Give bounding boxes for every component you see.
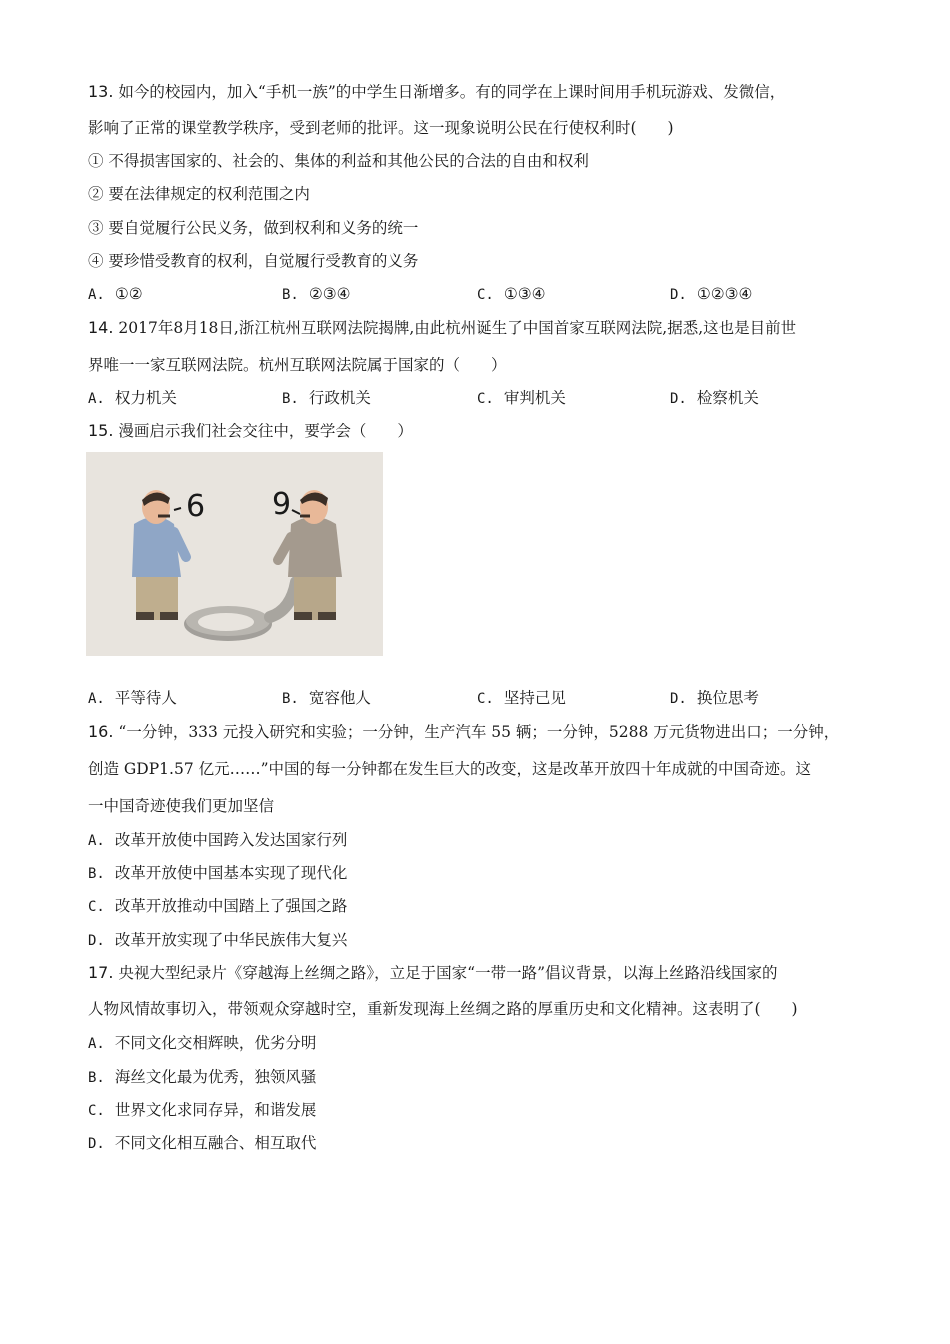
option-text: 改革开放使中国跨入发达国家行列 [114,831,348,849]
option-text: 改革开放实现了中华民族伟大复兴 [114,931,348,949]
option-text: 平等待人 [114,689,177,707]
q15-option-a[interactable] [88,688,177,709]
q16-line1 [88,722,839,742]
left-speech-dash [174,508,181,510]
q16-option-a[interactable] [88,830,347,851]
option-label: A. [88,833,105,849]
q13-option-a[interactable] [88,284,143,305]
option-text: 坚持己见 [503,689,566,707]
q15-number: 15. [88,421,114,440]
left-person-speech: 6 [186,489,206,524]
option-text: ①③④ [503,285,546,303]
q17-option-d[interactable] [88,1133,316,1154]
floor-digit-shape [184,582,296,641]
q14-stem-1: 2017年8月18日,浙江杭州互联网法院揭牌,由此杭州诞生了中国首家互联网法院,据悉,这也是目前世 [118,319,797,337]
q14-option-c[interactable] [477,388,566,409]
q15-option-b[interactable] [282,688,371,709]
q13-stem-1: 如今的校园内，加入“手机一族”的中学生日渐增多。有的同学在上课时间用手机玩游戏、发微信， [118,83,786,101]
q14-option-d[interactable] [670,388,759,409]
q17-number: 17. [88,963,114,982]
q14-option-b[interactable] [282,388,371,409]
option-label: B. [282,391,299,407]
option-text: 宽容他人 [308,689,371,707]
q13-option-b[interactable] [282,284,351,305]
q13-option-d[interactable] [670,284,752,305]
option-text: 检察机关 [696,389,759,407]
q16-option-c[interactable] [88,896,347,917]
option-label: A. [88,391,105,407]
cartoon-image [86,452,383,656]
q14-line1 [88,318,796,338]
option-label: D. [670,287,687,303]
q13-option-c[interactable] [477,284,546,305]
option-text: 审判机关 [503,389,566,407]
q16-option-b[interactable] [88,863,347,884]
option-text: 改革开放推动中国踏上了强国之路 [114,897,348,915]
option-text: 不同文化相互融合、相互取代 [114,1134,317,1152]
q17-option-c[interactable] [88,1100,316,1121]
option-label: C. [477,287,494,303]
option-text: 世界文化求同存异，和谐发展 [114,1101,317,1119]
q15-option-d[interactable] [670,688,759,709]
option-label: A. [88,287,105,303]
cartoon-svg [86,452,383,656]
option-text: ①②③④ [696,285,753,303]
q17-stem-2: 人物风情故事切入，带领观众穿越时空，重新发现海上丝绸之路的厚重历史和文化精神。这表明了( ) [88,1000,798,1018]
option-text: ①② [114,285,143,303]
q13-item-1: ① 不得损害国家的、社会的、集体的利益和其他公民的合法的自由和权利 [88,152,589,170]
option-text: 权力机关 [114,389,177,407]
option-label: A. [88,1036,105,1052]
option-text: 海丝文化最为优秀，独领风骚 [114,1068,317,1086]
option-text: 行政机关 [308,389,371,407]
q15-line1 [88,421,413,441]
option-label: C. [88,899,105,915]
q13-item-3: ③ 要自觉履行公民义务，做到权利和义务的统一 [88,219,419,237]
q16-number: 16. [88,722,114,741]
q13-number: 13. [88,82,114,101]
option-label: B. [88,866,105,882]
option-text: 换位思考 [696,689,759,707]
q13-line1 [88,82,785,102]
right-person-speech: 9 [272,487,292,522]
q16-option-d[interactable] [88,930,347,951]
option-label: B. [282,287,299,303]
option-label: C. [88,1103,105,1119]
q13-item-2: ② 要在法律规定的权利范围之内 [88,185,310,203]
q15-stem-1: 漫画启示我们社会交往中，要学会（ ） [118,422,413,440]
q17-option-b[interactable] [88,1067,316,1088]
q17-stem-1: 央视大型纪录片《穿越海上丝绸之路》，立足于国家“一带一路”倡议背景，以海上丝路沿线国家的 [118,964,778,982]
option-label: B. [88,1070,105,1086]
option-label: C. [477,691,494,707]
option-label: A. [88,691,105,707]
q14-option-a[interactable] [88,388,177,409]
q13-item-4: ④ 要珍惜受教育的权利，自觉履行受教育的义务 [88,252,419,270]
q13-stem-2: 影响了正常的课堂教学秩序，受到老师的批评。这一现象说明公民在行使权利时( ) [88,119,674,137]
option-label: D. [88,933,105,949]
q16-stem-1: “一分钟，333 元投入研究和实验；一分钟，生产汽车 55 辆；一分钟，5288 万元货物进出口；一分钟， [118,723,840,741]
q16-stem-2: 创造 GDP1.57 亿元……”中国的每一分钟都在发生巨大的改变，这是改革开放四十年成就的中国奇迹。这 [88,760,812,778]
q17-option-a[interactable] [88,1033,316,1054]
q14-number: 14. [88,318,114,337]
option-text: 改革开放使中国基本实现了现代化 [114,864,348,882]
q17-line1 [88,963,778,983]
option-label: D. [670,691,687,707]
q16-stem-3: 一中国奇迹使我们更加坚信 [88,797,275,815]
option-label: C. [477,391,494,407]
option-text: 不同文化交相辉映，优劣分明 [114,1034,317,1052]
q14-stem-2: 界唯一一家互联网法院。杭州互联网法院属于国家的（ ） [88,356,507,374]
option-label: D. [670,391,687,407]
q15-option-c[interactable] [477,688,566,709]
option-label: B. [282,691,299,707]
option-text: ②③④ [308,285,351,303]
right-speech-dash [292,510,300,514]
option-label: D. [88,1136,105,1152]
